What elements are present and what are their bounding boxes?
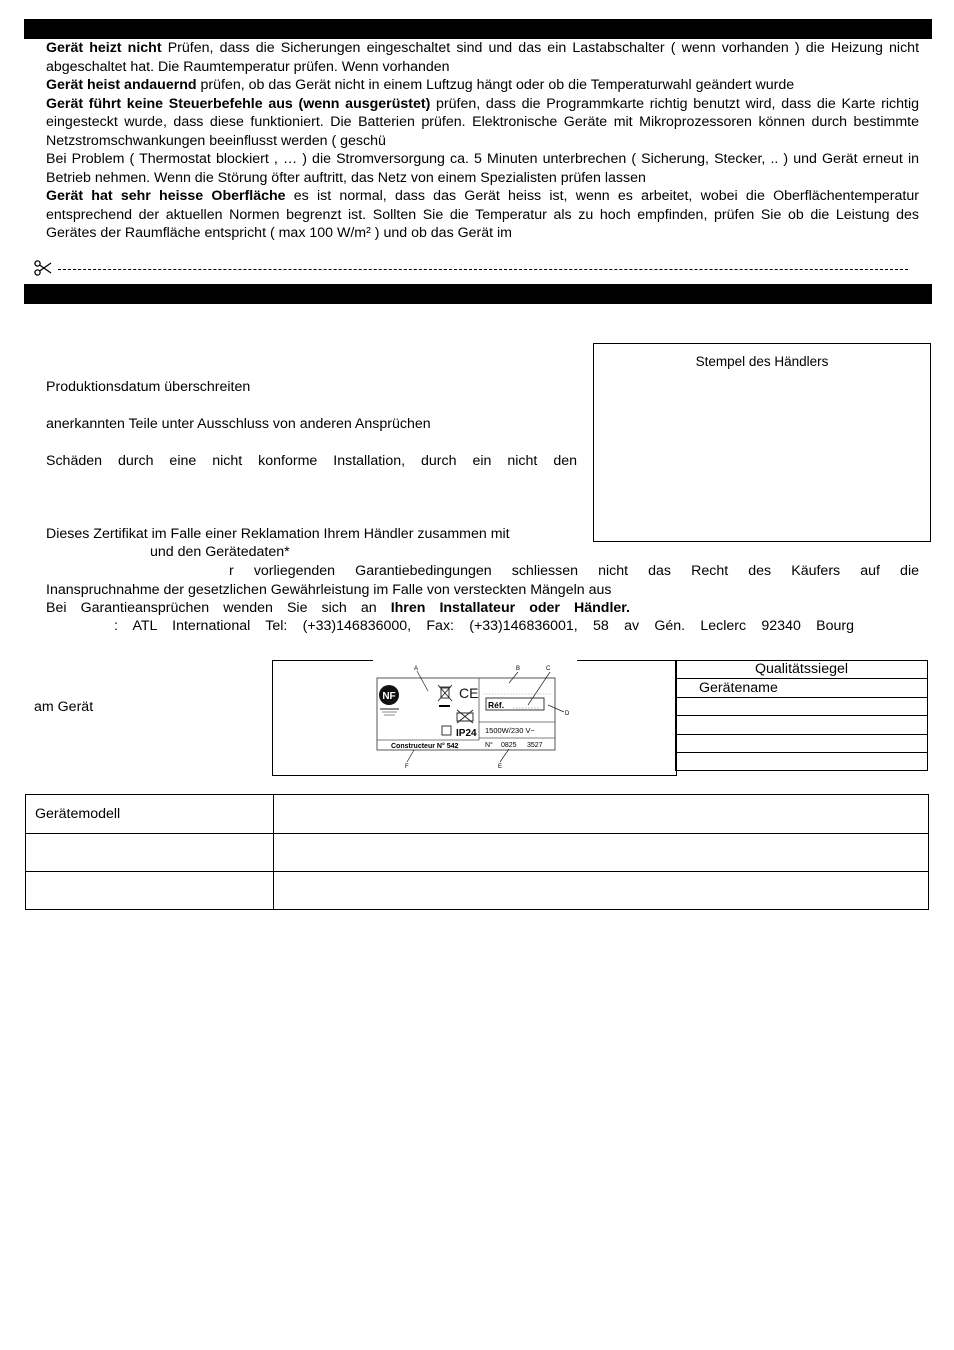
quality-cell	[676, 697, 928, 715]
callout-f: F	[405, 764, 409, 770]
scissors-icon	[34, 260, 52, 276]
heading-no-heat: Gerät heizt nicht	[46, 40, 162, 56]
rating-side-label: am Gerät	[34, 699, 94, 715]
callout-a: A	[414, 666, 419, 672]
rating-plate-illustration	[273, 661, 676, 775]
guarantee-line-device-data: und den Gerätedaten*	[150, 544, 290, 560]
troubleshooting-constant-heat	[46, 76, 919, 95]
troubleshooting-no-commands	[46, 95, 919, 151]
constructeur-label: Constructeur N° 542	[391, 743, 459, 750]
callout-b: B	[516, 666, 521, 672]
model-label-cell	[26, 872, 274, 910]
heading-hot-surface: Gerät hat sehr heisse Oberfläche	[46, 188, 286, 204]
quality-cell	[676, 716, 928, 734]
guarantee-line-recognized-parts: anerkannten Teile unter Ausschluss von anderen Ansprüchen	[46, 416, 431, 432]
quality-row	[676, 752, 928, 770]
guarantee-line-address	[114, 617, 854, 636]
guarantee-contact-text: Bei Garantieansprüchen wenden Sie sich an	[46, 600, 391, 616]
text-no-commands: prüfen, dass die Programmkarte richtig benutzt wird, dass die Karte richtig eingesteckt wurde, dass diese funktioniert. Die Batterien prüfen. Elektronische Geräte mit Mikroprozessoren können durch bestimmte Netzstromschwankungen beeinflusst werden ( geschü	[46, 95, 919, 149]
troubleshooting-hot-surface	[46, 187, 919, 243]
power-rating: 1500W/230 V~	[485, 726, 535, 735]
quality-cell: Gerätename	[676, 679, 928, 697]
number-2: 3527	[527, 742, 543, 749]
callout-c: C	[546, 666, 551, 672]
guarantee-conditions-text: r vorliegenden Garantiebedingungen schliessen nicht das Recht des Käufers auf die	[229, 563, 919, 579]
guarantee-line-conditions	[229, 562, 919, 581]
model-row	[26, 834, 929, 872]
heading-no-commands: Gerät führt keine Steuerbefehle aus (wenn ausgerüstet)	[46, 95, 431, 112]
number-1: 0825	[501, 742, 517, 749]
text-problem-reset: Bei Problem ( Thermostat blockiert , … ) die Stromversorgung ca. 5 Minuten unterbrechen ( Sicherung, Stecker, .. ) und Gerät erneut in Betrieb nehmen. Wenn die Störung öfter auftritt, das Netz von einem Spezialisten prüfen lassen	[46, 151, 919, 186]
dealer-stamp-label: Stempel des Händlers	[695, 354, 829, 369]
quality-table	[675, 660, 928, 771]
guarantee-line-contact	[46, 599, 630, 618]
troubleshooting-problem-reset	[46, 150, 919, 187]
troubleshooting-no-heat	[46, 39, 919, 76]
quality-row	[676, 661, 928, 679]
model-row	[26, 872, 929, 910]
guarantee-line-certificate: Dieses Zertifikat im Falle einer Reklamation Ihrem Händler zusammen mit	[46, 526, 510, 542]
quality-row	[676, 716, 928, 734]
guarantee-line-damages	[46, 452, 577, 471]
dealer-stamp-box	[593, 343, 931, 542]
quality-cell: Qualitätssiegel	[676, 661, 928, 679]
text-no-heat: Prüfen, dass die Sicherungen eingeschaltet sind und das ein Lastabschalter ( wenn vorhanden ) die Heizung nicht abgeschaltet hat. Die Raumtemperatur prüfen. Wenn vorhanden	[46, 40, 920, 75]
guarantee-header-bar	[24, 284, 932, 304]
text-constant-heat: prüfen, ob das Gerät nicht in einem Luftzug hängt oder ob die Temperaturwahl geändert wurde	[196, 77, 795, 93]
ce-mark-icon: CE	[459, 685, 479, 701]
model-value-cell[interactable]	[274, 834, 929, 872]
quality-row	[676, 697, 928, 715]
guarantee-address-text: : ATL International Tel: (+33)146836000, Fax: (+33)146836001, 58 av Gén. Leclerc 92340 Bourg	[114, 618, 854, 634]
model-value-cell[interactable]	[274, 872, 929, 910]
heading-constant-heat: Gerät heist andauernd	[46, 77, 197, 93]
text-hot-surface: es ist normal, dass das Gerät heiss ist, wenn es arbeitet, wobei die Oberflächentemperatur entsprechend der aktuellen Normen begrenzt ist. Sollten Sie die Temperatur als zu hoch empfinden, prüfen Sie ob die Leistung des Gerätes der Raumfläche entspricht ( max 100 W/m² ) und ob das Gerät im	[46, 188, 919, 241]
cut-line	[34, 259, 914, 279]
quality-row	[676, 734, 928, 752]
model-row	[26, 795, 929, 834]
model-label-cell: Gerätemodell	[26, 795, 274, 834]
number-prefix: N°	[485, 742, 493, 749]
section-header-bar	[24, 19, 932, 39]
guarantee-line-production-date: Produktionsdatum überschreiten	[46, 379, 251, 395]
guarantee-line-legal-warranty: Inanspruchnahme der gesetzlichen Gewährleistung im Falle von versteckten Mängeln aus	[46, 582, 612, 598]
quality-cell	[676, 734, 928, 752]
ref-label: Réf.	[488, 700, 505, 710]
rating-plate-box	[272, 660, 677, 776]
callout-e: E	[498, 764, 503, 770]
quality-row	[676, 679, 928, 697]
ip-rating: IP24	[456, 728, 477, 739]
nf-logo-text: NF	[382, 691, 396, 702]
dashed-divider	[58, 269, 908, 270]
quality-cell	[676, 752, 928, 770]
callout-d: D	[565, 711, 570, 717]
model-table	[25, 794, 929, 910]
model-label-cell	[26, 834, 274, 872]
guarantee-contact-bold: Ihren Installateur oder Händler.	[390, 600, 630, 616]
model-value-cell[interactable]	[274, 795, 929, 834]
guarantee-damages-text: Schäden durch eine nicht konforme Installation, durch ein nicht den	[46, 453, 577, 469]
